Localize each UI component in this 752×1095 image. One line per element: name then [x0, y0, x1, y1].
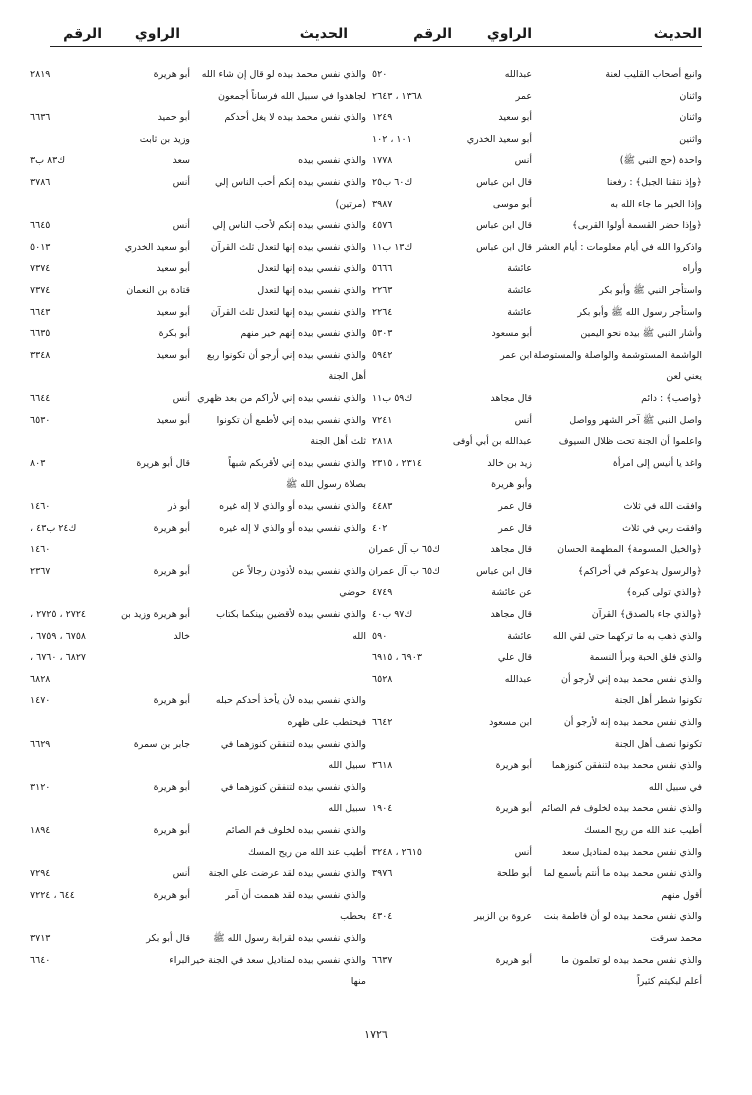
hadith-number: ٣٣٤٨: [30, 349, 51, 361]
hadith-text: (مرتين): [335, 198, 366, 210]
hadith-number: ١٧٧٨: [372, 155, 393, 167]
hadith-number: ٢٢٦٣: [372, 285, 393, 296]
hadith-text: لجاهدوا في سبيل الله فرساناً أجمعون: [217, 90, 366, 102]
hadith-text: والذي نفسي بيده إنكم لأحب الناس إلي: [212, 220, 366, 232]
hadith-text: تكونوا شطر أهل الجنة: [614, 695, 702, 707]
hadith-text: وأشار النبي ﷺ بيده نحو اليمين: [580, 328, 702, 340]
narrator-text: خالد: [173, 630, 190, 642]
narrator-text: قال علي: [497, 652, 532, 664]
hadith-number: ٧٣٧٤: [30, 285, 51, 296]
narrator-text: عن عائشة: [491, 587, 532, 599]
hadith-number: ٤٧٤٩: [372, 587, 393, 599]
hadith-text: ﴿وإذا حضر القسمة أولوا القربى﴾: [572, 220, 702, 232]
hadith-text: والذي نفسي بيده لقرابة رسول الله ﷺ: [213, 933, 366, 944]
narrator-text: أبو سعيد: [156, 414, 190, 426]
hadith-text: ثلث أهل الجنة: [310, 436, 366, 448]
narrator-text: أبو موسى: [492, 198, 532, 210]
hadith-text: حوضي: [339, 587, 366, 599]
hadith-number: ٥٣٠٣: [372, 328, 393, 340]
hadith-number: ٣٩٨٧: [372, 198, 393, 210]
hadith-text: والذي نفس محمد بيده لمناديل سعد: [561, 846, 702, 858]
hadith-text: محمد سرقت: [650, 933, 702, 944]
narrator-text: قال عمر: [498, 501, 532, 512]
hadith-number: ٤٤٨٣: [372, 501, 393, 512]
hadith-number: ٢٣٦٧: [30, 565, 51, 577]
narrator-text: أبو مسعود: [491, 328, 532, 340]
narrator-text: أبو طلحة: [496, 868, 532, 880]
hadith-text: والذي نفس محمد بيده لا يغل أحدكم: [224, 112, 366, 124]
narrator-text: زيد بن خالد: [487, 457, 532, 469]
hadith-text: فيحتطب على ظهره: [287, 717, 366, 728]
narrator-text: عبدالله: [504, 69, 532, 80]
narrator-text: قال عمر: [498, 522, 532, 534]
hadith-number: ٦٦٣٥: [30, 328, 51, 340]
narrator-text: أنس: [514, 846, 532, 858]
hadith-text: والذي نفسي بيده لخلوف فم الصائم: [225, 825, 366, 836]
hadith-text: أطيب عند الله من ريح المسك: [248, 846, 366, 858]
hadith-number: ٦٦٤٥: [30, 220, 51, 232]
hadith-text: والذي نفس محمد بيده لو أن فاطمة بنت: [543, 911, 702, 923]
hadith-text: والذي نفسي بيده لأن يأخذ أحدكم حبله: [215, 695, 366, 707]
hadith-number: ك٦٠ ب٢٥: [372, 177, 413, 188]
hadith-number: ٣٩٧٦: [372, 868, 393, 880]
hadith-number: ٦٥٢٨: [372, 673, 393, 685]
hadith-text: والذي نفسي بيده لأقضين بينكما بكتاب: [216, 609, 366, 620]
hadith-number: ١٣٦٨ ، ٢٦٤٣: [372, 90, 422, 102]
hadith-text: الواشمة المستوشمة والواصلة والمستوصلة: [533, 349, 702, 361]
narrator-text: سعد: [172, 155, 190, 167]
hadith-text: واثنين: [679, 133, 702, 145]
hadith-text: ﴿والذي جاء بالصدق﴾ القرآن: [591, 609, 702, 620]
hadith-number: ٦٤٤ ، ٧٢٢٤: [30, 889, 75, 901]
narrator-text: قال أبو هريرة: [136, 457, 190, 469]
narrator-text: أبو هريرة: [153, 825, 190, 836]
hadith-text: منها: [350, 976, 366, 988]
narrator-text: أبو سعيد الخدري: [466, 133, 532, 145]
narrator-text: عائشة: [507, 263, 532, 275]
hadith-text: والذي نفسي بيده إنها لتعدل ثلث القرآن: [210, 241, 366, 253]
hadith-number: ٢٨١٩: [30, 69, 51, 80]
hadith-number: ٣٦١٨: [372, 760, 393, 772]
hadith-number: ٦٦٢٩: [30, 738, 51, 750]
header-hadith-right: الحديث: [653, 26, 702, 42]
hadith-text: والذي نفسي بيده إنها لتعدل: [257, 263, 366, 275]
narrator-text: أنس: [172, 177, 190, 188]
hadith-text: والذي نفسي بيده إنها لتعدل ثلث القرآن: [210, 306, 366, 318]
narrator-text: عائشة: [507, 285, 532, 296]
hadith-number: ٤٣٠٤: [372, 911, 393, 923]
narrator-text: أنس: [172, 220, 190, 232]
narrator-text: قال ابن عباس: [476, 241, 532, 253]
hadith-text: في سبيل الله: [648, 781, 702, 793]
hadith-number: ٦٦٤٢: [372, 717, 393, 728]
hadith-text: وافقت ربي في ثلاث: [622, 522, 702, 534]
narrator-text: أنس: [514, 414, 532, 426]
hadith-number: ٦٦٣٦: [30, 112, 51, 124]
narrator-text: أبو بكرة: [158, 328, 190, 340]
hadith-text: تكونوا نصف أهل الجنة: [614, 738, 702, 750]
narrator-text: أبو سعيد: [156, 306, 190, 318]
narrator-text: قتادة بن النعمان: [126, 285, 190, 296]
hadith-text: واحدة (حج النبي ﷺ): [619, 155, 702, 167]
narrator-text: أبو هريرة: [495, 803, 532, 815]
hadith-text: والذي نفسي بيده إني لأراكم من بعد ظهري: [197, 393, 366, 404]
narrator-text: قال ابن عباس: [476, 565, 532, 577]
hadith-text: ﴿وإذ نتقنا الجبل﴾ : رفعنا: [606, 177, 702, 188]
hadith-text: والذي نفس محمد بيده ما أنتم بأسمع لما: [543, 868, 702, 880]
hadith-number: ٥٦٦٦: [372, 263, 393, 275]
hadith-text: أقول منهم: [661, 889, 702, 901]
hadith-text: بصلاة رسول الله ﷺ: [285, 479, 366, 491]
hadith-number: ١٨٩٤: [30, 825, 51, 836]
hadith-number: ٢٨١٨: [372, 436, 393, 448]
narrator-text: عبدالله بن أبي أوفى: [452, 436, 532, 448]
hadith-text: واذكروا الله في أيام معلومات : أيام العشر: [536, 241, 702, 253]
narrator-text: أبو هريرة وزيد بن: [120, 609, 190, 620]
hadith-number: ١٤٦٠: [30, 501, 51, 512]
hadith-number: ١٩٠٤: [372, 803, 393, 815]
header-narrator-left: الراوي: [134, 26, 180, 42]
narrator-text: عروة بن الزبير: [474, 911, 532, 923]
hadith-text: أعلم لبكيتم كثيراً: [636, 976, 702, 988]
hadith-text: واغد يا أنيس إلى امرأة: [612, 457, 702, 469]
hadith-number: ٦٦٤٠: [30, 954, 51, 966]
hadith-text: ﴿والخيل المسومة﴾ المطهمة الحسان: [557, 544, 702, 556]
hadith-text: وانبع أصحاب القليب لعنة: [605, 69, 702, 80]
narrator-text: عبدالله: [504, 673, 532, 685]
hadith-number: ٦٨٢٨: [30, 673, 51, 685]
hadith-number: ٨٠٣: [30, 457, 46, 469]
hadith-number: ٣٧٨٦: [30, 177, 51, 188]
hadith-number: ك٦٥ ب آل عمران: [368, 544, 440, 556]
hadith-text: والذي نفسي بيده لأذودن رجالاً عن: [231, 565, 366, 577]
narrator-text: أبو هريرة: [153, 522, 190, 534]
narrator-text: أبو سعيد: [498, 112, 532, 124]
hadith-text: أطيب عند الله من ريح المسك: [584, 825, 702, 836]
hadith-number: ٥٩٠: [372, 630, 388, 642]
hadith-text: واثنان: [679, 90, 702, 102]
hadith-text: والذي نفس محمد بيده لو تعلمون ما: [561, 954, 702, 966]
narrator-text: ابن عمر: [500, 349, 532, 361]
page-number: ١٧٢٦: [364, 1028, 388, 1041]
hadith-number: ٥٩٤٢: [372, 349, 393, 361]
hadith-text: الله: [352, 630, 366, 642]
hadith-text: والذي نفسي بيده إني أرجو أن تكونوا ربع: [206, 349, 366, 361]
hadith-text: والذي نفسي بيده أو والذي لا إله غيره: [219, 501, 366, 512]
hadith-text: واستأجر النبي ﷺ وأبو بكر: [599, 285, 702, 296]
hadith-number: ٦٨٢٧ ، ٦٧٦٠ ،: [30, 652, 87, 664]
narrator-text: قال أبو بكر: [146, 933, 190, 944]
hadith-text: والذي نفس محمد بيده إنه لأرجو أن: [563, 717, 702, 728]
hadith-number: ٦٩٠٣ ، ٦٩١٥: [372, 652, 422, 664]
hadith-text: والذي نفسي بيده لقد هممت أن آمر: [225, 889, 366, 901]
hadith-number: ٢٢٦٤: [372, 306, 393, 318]
hadith-number: ١٤٧٠: [30, 695, 51, 707]
hadith-number: ك٩٧ ب٤٠: [372, 609, 413, 620]
hadith-text: والذي نفس محمد بيده لتنفقن كنوزهما: [551, 760, 702, 772]
hadith-number: ٦٦٤٣: [30, 306, 51, 318]
narrator-text: أبو سعيد الخدري: [124, 241, 190, 253]
hadith-text: والذي نفسي بيده لقد عرضت علي الجنة: [208, 868, 366, 880]
narrator-text: قال مجاهد: [490, 609, 532, 620]
hadith-number: ٢٣١٤ ، ٢٣١٥: [372, 457, 422, 469]
hadith-text: وأراه: [682, 263, 702, 275]
hadith-text: واستأجر رسول الله ﷺ وأبو بكر: [577, 306, 702, 318]
narrator-text: أبو ذر: [167, 501, 190, 512]
hadith-number: ٣١٢٠: [30, 781, 51, 793]
hadith-text: والذي نفس محمد بيده إني لأرجو أن: [560, 673, 702, 685]
hadith-number: ٢٦١٥ ، ٣٢٤٨: [372, 846, 422, 858]
hadith-text: ﴿واصب﴾ : دائم: [641, 393, 702, 404]
hadith-text: والذي نفسي بيده إني لأقربكم شبهاً: [228, 457, 366, 469]
hadith-number: ٤٠٢: [372, 522, 388, 534]
hadith-text: وافقت الله في ثلاث: [623, 501, 702, 512]
hadith-text: والذي نفسي بيده: [298, 155, 366, 167]
hadith-number: ١٠١ ، ١٠٢: [372, 133, 412, 145]
hadith-number: ٢٧٢٤ ، ٢٧٢٥ ،: [30, 609, 87, 620]
header-number-left: الرقم: [63, 26, 102, 42]
hadith-text: والذي ذهب به ما تركهما حتى لقي الله: [552, 630, 702, 642]
narrator-text: عائشة: [507, 306, 532, 318]
hadith-text: واعلموا أن الجنة تحت ظلال السيوف: [558, 436, 702, 448]
narrator-text: قال مجاهد: [490, 544, 532, 556]
hadith-text: وإذا الخير ما جاء الله به: [610, 198, 702, 210]
hadith-text: واصل النبي ﷺ آخر الشهر وواصل: [569, 414, 702, 426]
hadith-number: ك٢٤ ب٤٣ ،: [30, 522, 77, 534]
hadith-text: ﴿والذي تولى كبره﴾: [626, 587, 702, 599]
hadith-text: والذي نفسي بيده لتنفقن كنوزهما في: [220, 781, 366, 793]
hadith-text: والذي نفس محمد بيده لخلوف فم الصائم: [541, 803, 702, 815]
hadith-text: سبيل الله: [328, 803, 366, 815]
narrator-text: أنس: [172, 868, 190, 880]
narrator-text: عمر: [515, 90, 532, 102]
narrator-text: ابن مسعود: [489, 717, 532, 728]
hadith-number: ١٤٦٠: [30, 544, 51, 556]
hadith-number: ك٨٣ ب٣: [30, 155, 66, 167]
narrator-text: وزيد بن ثابت: [139, 133, 190, 145]
narrator-text: أنس: [172, 393, 190, 404]
hadith-number: ٧٢٤١: [372, 414, 393, 426]
hadith-text: والذي فلق الحبة وبرأ النسمة: [589, 652, 702, 664]
hadith-number: ٧٢٩٤: [30, 868, 51, 880]
hadith-text: والذي نفس محمد بيده لو قال إن شاء الله: [201, 69, 366, 80]
hadith-text: والذي نفسي بيده أو والذي لا إله غيره: [219, 522, 366, 534]
narrator-text: وأبو هريرة: [491, 479, 532, 491]
narrator-text: أبو هريرة: [153, 889, 190, 901]
narrator-text: أبو سعيد: [156, 349, 190, 361]
header-number-right: الرقم: [413, 26, 452, 42]
hadith-number: ك٥٩ ب١١: [372, 393, 413, 404]
narrator-text: أبو حميد: [157, 112, 190, 124]
narrator-text: قال مجاهد: [490, 393, 532, 404]
hadith-text: والذي نفسي بيده إنهم خير منهم: [240, 328, 366, 340]
hadith-number: ٦٦٤٤: [30, 393, 51, 404]
hadith-text: والذي نفسي بيده لمناديل سعد في الجنة خير: [191, 954, 366, 966]
narrator-text: أنس: [514, 155, 532, 167]
hadith-text: سبيل الله: [328, 760, 366, 772]
hadith-number: ٥٢٠: [372, 69, 388, 80]
narrator-text: جابر بن سمرة: [133, 738, 190, 750]
header-rule: [50, 46, 702, 47]
hadith-number: ٥٠١٣: [30, 241, 51, 253]
narrator-text: أبو هريرة: [153, 695, 190, 707]
hadith-number: ٣٧١٣: [30, 933, 51, 944]
hadith-number: ك١٣ ب١١: [372, 241, 413, 253]
hadith-text: أهل الجنة: [328, 371, 366, 383]
hadith-text: والذي نفسي بيده لتنفقن كنوزهما في: [220, 738, 366, 750]
hadith-number: ٦٧٥٨ ، ٦٧٥٩ ،: [30, 630, 87, 642]
hadith-text: والذي نفسي بيده إنكم أحب الناس إلي: [214, 177, 366, 188]
narrator-text: قال ابن عباس: [476, 177, 532, 188]
hadith-number: ك٦٥ ب آل عمران: [368, 565, 440, 577]
narrator-text: أبو هريرة: [153, 69, 190, 80]
hadith-text: والذي نفسي بيده إني لأطمع أن تكونوا: [216, 414, 366, 426]
narrator-text: قال ابن عباس: [476, 220, 532, 232]
narrator-text: أبو هريرة: [495, 760, 532, 772]
narrator-text: أبو هريرة: [153, 781, 190, 793]
narrator-text: أبو سعيد: [156, 263, 190, 275]
hadith-text: واثنان: [679, 112, 702, 124]
hadith-text: ﴿والرسول يدعوكم في أخراكم﴾: [577, 565, 702, 577]
hadith-text: بحطب: [340, 911, 366, 923]
hadith-number: ٦٦٣٧: [372, 954, 393, 966]
header-hadith-left: الحديث: [299, 26, 348, 42]
narrator-text: عائشة: [507, 630, 532, 642]
narrator-text: البراء: [169, 954, 190, 966]
hadith-number: ٦٥٣٠: [30, 414, 51, 426]
header-narrator-right: الراوي: [486, 26, 532, 42]
narrator-text: أبو هريرة: [495, 954, 532, 966]
narrator-text: أبو هريرة: [153, 565, 190, 577]
hadith-number: ٤٥٧٦: [372, 220, 393, 232]
hadith-number: ١٢٤٩: [372, 112, 393, 124]
hadith-text: والذي نفسي بيده إنها لتعدل: [257, 285, 366, 296]
hadith-number: ٧٣٧٤: [30, 263, 51, 275]
hadith-text: يعني لعن: [666, 371, 702, 383]
